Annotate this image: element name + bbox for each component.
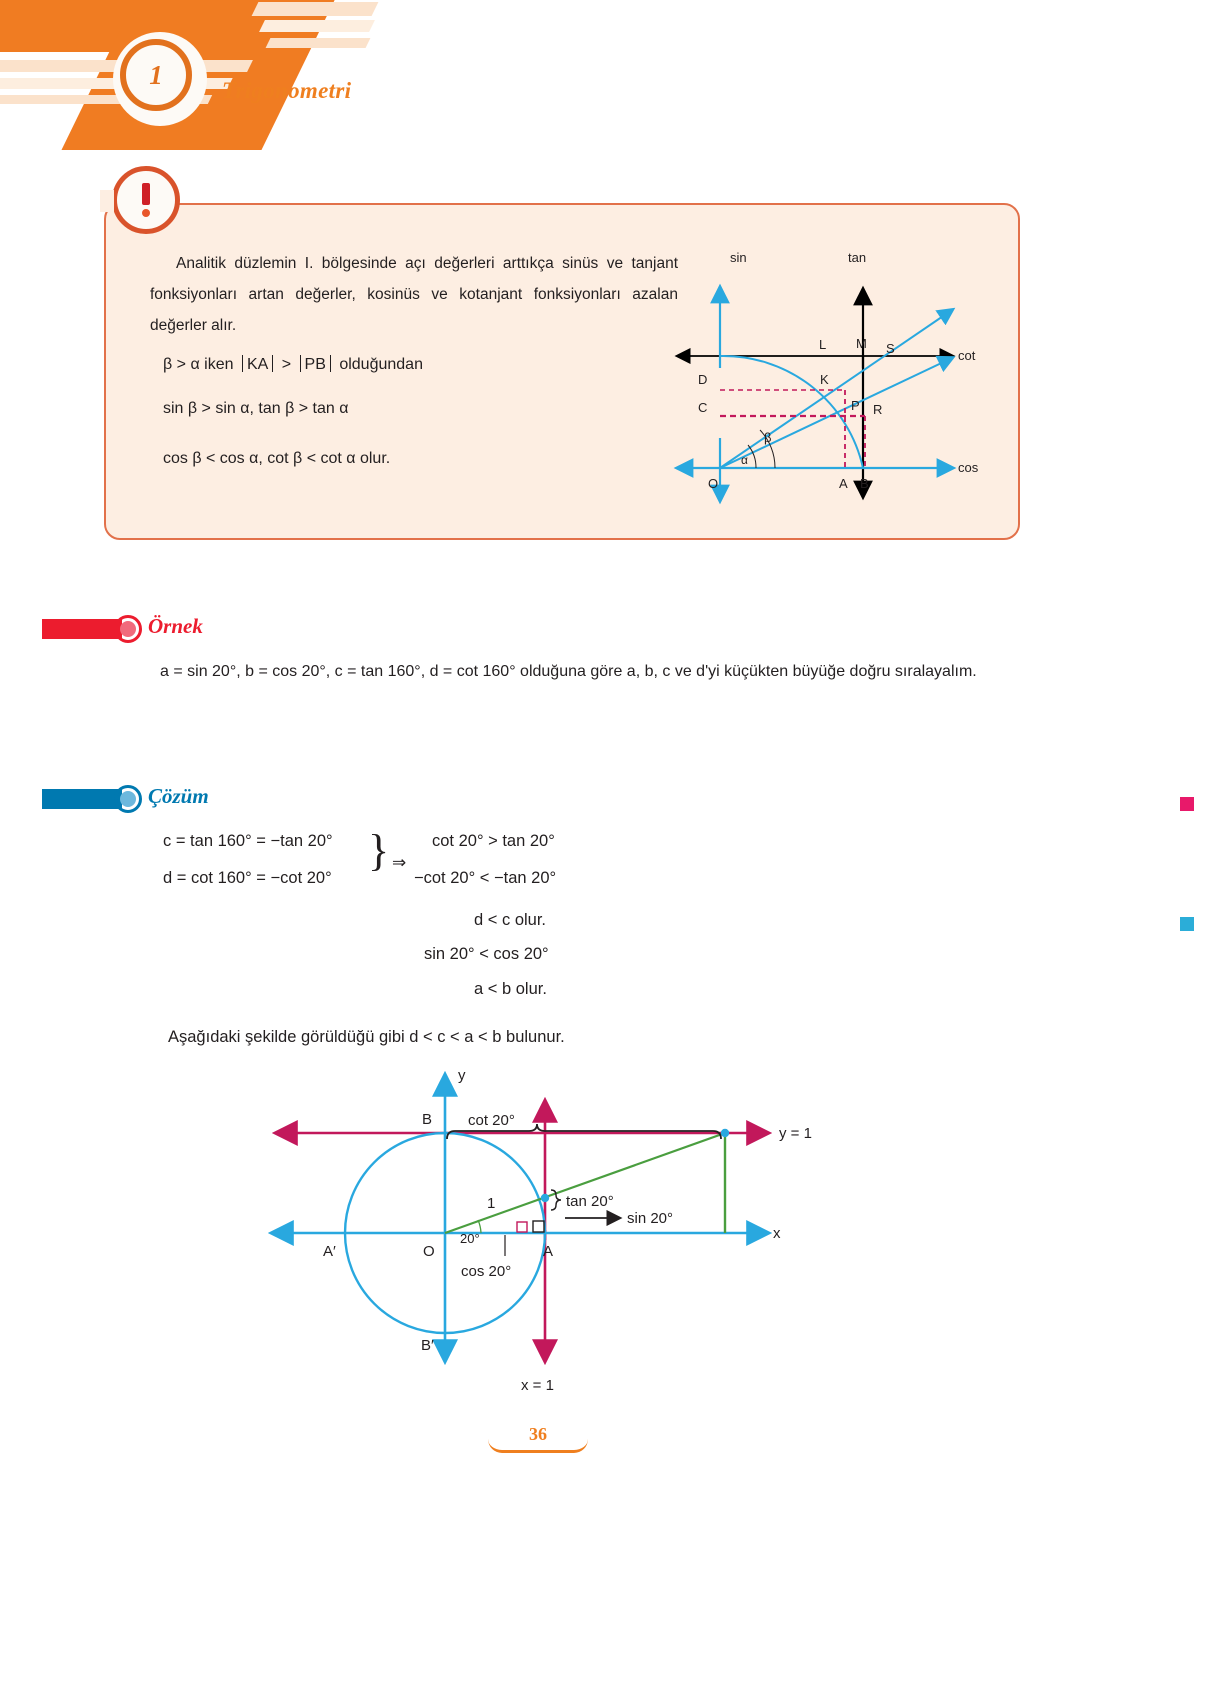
info-line1-part-a: β > α iken bbox=[163, 356, 234, 373]
exclamation-icon bbox=[112, 166, 180, 234]
svg-text:C: C bbox=[698, 400, 708, 415]
svg-text:M: M bbox=[856, 336, 867, 351]
info-line1-part-e: olduğundan bbox=[339, 356, 423, 373]
svg-text:β: β bbox=[764, 430, 772, 445]
info-line1-KA: KA bbox=[246, 356, 269, 373]
ornek-dot-icon bbox=[120, 621, 136, 637]
abs-bar-right-2 bbox=[330, 355, 331, 372]
svg-text:B: B bbox=[422, 1111, 433, 1128]
svg-text:O: O bbox=[708, 476, 719, 491]
svg-text:A′: A′ bbox=[323, 1243, 336, 1260]
svg-text:R: R bbox=[873, 402, 883, 417]
svg-text:cot: cot bbox=[958, 348, 976, 363]
solution-eq-sincos: sin 20° < cos 20° bbox=[424, 945, 549, 963]
exclamation-glyph bbox=[141, 183, 151, 217]
page-number-footer bbox=[478, 1424, 598, 1458]
page-header bbox=[0, 0, 1210, 150]
implies-arrow: ⇒ bbox=[392, 853, 407, 872]
abs-bar-right-1 bbox=[272, 355, 273, 372]
svg-text:B′: B′ bbox=[421, 1337, 434, 1354]
abs-bar-left-2 bbox=[300, 355, 301, 372]
svg-text:P: P bbox=[851, 398, 860, 413]
abs-bar-left-1 bbox=[242, 355, 243, 372]
cozum-bar bbox=[42, 789, 122, 809]
unit-circle-figure-bottom bbox=[255, 1060, 875, 1420]
info-box-paragraph-text: Analitik düzlemin I. bölgesinde açı değerleri arttıkça sinüs ve tanjant fonksiyonları artan değerler, kosinüs ve kotanjant fonksiyonları azalan değerler alır. bbox=[150, 255, 678, 334]
system-brace: } bbox=[368, 826, 390, 875]
svg-text:x = 1: x = 1 bbox=[521, 1377, 554, 1394]
header-stripe-1 bbox=[252, 2, 379, 16]
side-mark-magenta bbox=[1180, 797, 1194, 811]
svg-text:sin: sin bbox=[730, 250, 747, 265]
chapter-number: 1 bbox=[149, 59, 163, 90]
svg-text:S: S bbox=[886, 341, 895, 356]
svg-text:x: x bbox=[773, 1225, 781, 1242]
solution-eq-ab: a < b olur. bbox=[474, 980, 547, 998]
example-statement bbox=[132, 655, 992, 689]
svg-text:L: L bbox=[819, 337, 827, 352]
cozum-dot-icon bbox=[120, 791, 136, 807]
ornek-label: Örnek bbox=[148, 614, 203, 638]
svg-text:α: α bbox=[741, 453, 748, 467]
solution-conclusion: Aşağıdaki şekilde görüldüğü gibi d < c < a < b bulunur. bbox=[168, 1028, 565, 1046]
exclamation-dot bbox=[142, 209, 150, 217]
svg-text:y: y bbox=[458, 1067, 466, 1084]
solution-eq-r2: −cot 20° < −tan 20° bbox=[414, 869, 557, 887]
header-stripe-2 bbox=[259, 20, 375, 32]
svg-text:A: A bbox=[543, 1243, 554, 1260]
info-box-notch bbox=[100, 190, 114, 212]
svg-text:D: D bbox=[698, 372, 708, 387]
svg-text:tan 20°: tan 20° bbox=[566, 1193, 614, 1210]
info-box-line-1 bbox=[163, 355, 423, 374]
svg-text:tan: tan bbox=[848, 250, 867, 265]
ornek-bar bbox=[42, 619, 122, 639]
svg-text:y = 1: y = 1 bbox=[779, 1125, 812, 1142]
info-box-paragraph bbox=[150, 248, 678, 341]
example-statement-text: a = sin 20°, b = cos 20°, c = tan 160°, d = cot 160° olduğuna göre a, b, c ve d'yi küçükten büyüğe doğru sıralayalım. bbox=[160, 663, 977, 680]
solution-eq-r1: cot 20° > tan 20° bbox=[432, 832, 555, 850]
info-line1-gt: > bbox=[281, 356, 292, 373]
solution-eq-dc: d < c olur. bbox=[474, 911, 547, 929]
svg-text:cos 20°: cos 20° bbox=[461, 1263, 512, 1280]
solution-eq-c: c = tan 160° = −tan 20° bbox=[163, 832, 333, 850]
solution-eq-d: d = cot 160° = −cot 20° bbox=[163, 869, 332, 887]
svg-text:cos: cos bbox=[958, 460, 979, 475]
svg-text:20°: 20° bbox=[460, 1231, 480, 1246]
exclamation-bar bbox=[142, 183, 150, 205]
info-line1-PB: PB bbox=[304, 356, 326, 373]
svg-text:K: K bbox=[820, 372, 829, 387]
svg-text:A: A bbox=[839, 476, 848, 491]
page-number: 36 bbox=[529, 1424, 547, 1444]
side-mark-cyan bbox=[1180, 917, 1194, 931]
cozum-label: Çözüm bbox=[148, 784, 209, 808]
chapter-title: Trigonometri bbox=[222, 78, 352, 103]
svg-text:B: B bbox=[860, 476, 869, 491]
info-box-line-2: sin β > sin α, tan β > tan α bbox=[163, 400, 349, 417]
header-stripe-3 bbox=[266, 38, 371, 48]
svg-text:sin 20°: sin 20° bbox=[627, 1210, 674, 1227]
svg-text:O: O bbox=[423, 1243, 435, 1260]
svg-text:cot 20°: cot 20° bbox=[468, 1112, 515, 1129]
info-box-line-3: cos β < cos α, cot β < cot α olur. bbox=[163, 450, 391, 467]
unit-circle-diagram-top bbox=[660, 238, 1010, 508]
svg-text:1: 1 bbox=[487, 1195, 496, 1212]
